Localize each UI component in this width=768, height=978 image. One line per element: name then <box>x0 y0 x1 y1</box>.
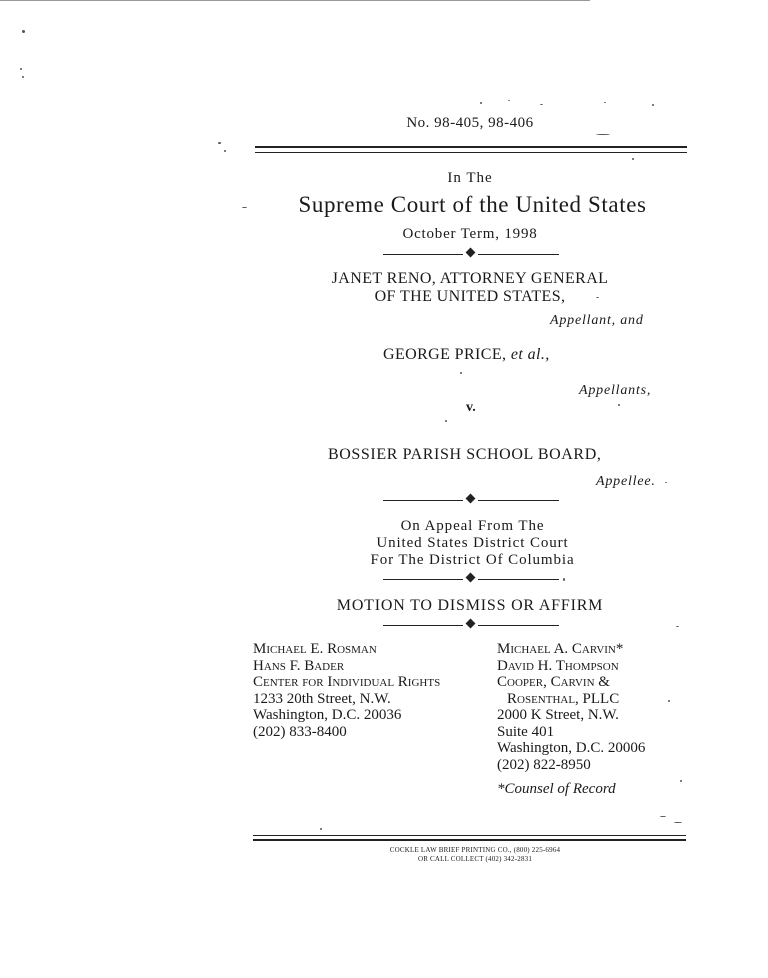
divider-2 <box>383 494 559 508</box>
diamond-ornament <box>466 573 476 583</box>
counsel-right-name2: David H. Thompson <box>497 657 619 674</box>
scan-speck <box>680 780 682 782</box>
scan-speck <box>674 822 682 823</box>
counsel-right-firm2: Rosenthal, PLLC <box>507 690 620 707</box>
counsel-right-firm1: Cooper, Carvin & <box>497 674 610 690</box>
diamond-ornament <box>466 494 476 504</box>
scan-speck <box>632 158 634 160</box>
diamond-ornament <box>466 248 476 258</box>
counsel-left-phone: (202) 833-8400 <box>253 723 347 740</box>
scan-speck <box>652 104 654 106</box>
scan-edge-line <box>0 0 590 1</box>
versus-label: v. <box>466 400 476 415</box>
appellant-price <box>383 346 550 364</box>
court-term: October Term, 1998 <box>402 226 538 242</box>
appellant-price-role: Appellants, <box>579 383 652 398</box>
divider-1 <box>383 248 559 262</box>
diamond-ornament <box>466 619 476 629</box>
counsel-left-name2: Hans F. Bader <box>253 657 345 674</box>
printer-credit-line1: COCKLE LAW BRIEF PRINTING CO., (800) 225-6964 <box>389 846 561 854</box>
appellee-role: Appellee. <box>596 474 656 489</box>
appeal-line1: On Appeal From The <box>400 518 545 534</box>
scan-speck <box>660 816 666 817</box>
appellant-reno-line2: OF THE UNITED STATES, <box>374 288 566 305</box>
scan-speck <box>508 100 510 101</box>
appellant-price-name: GEORGE PRICE, <box>383 346 507 363</box>
appeal-line2: United States District Court <box>376 535 569 551</box>
appellant-reno-line1: JANET RENO, ATTORNEY GENERAL <box>331 270 609 287</box>
scan-speck <box>224 150 226 152</box>
scan-speck <box>665 482 667 483</box>
counsel-left-city: Washington, D.C. 20036 <box>253 707 402 723</box>
motion-title: MOTION TO DISMISS OR AFFIRM <box>336 597 604 614</box>
counsel-right-city: Washington, D.C. 20006 <box>497 740 646 756</box>
in-the-label: In The <box>447 170 493 186</box>
counsel-right-phone: (202) 822-8950 <box>497 756 591 773</box>
scan-speck <box>320 828 322 830</box>
counsel-left-street: 1233 20th Street, N.W. <box>253 690 391 707</box>
header-rule-top <box>255 146 687 148</box>
counsel-right-street: 2000 K Street, N.W. <box>497 707 619 723</box>
scan-speck <box>22 30 25 33</box>
appeal-line3: For The District Of Columbia <box>370 552 575 568</box>
counsel-left-name1: Michael E. Rosman <box>253 641 377 657</box>
scan-speck <box>604 102 606 103</box>
scan-speck <box>596 134 610 135</box>
counsel-right-suite: Suite 401 <box>497 723 555 740</box>
appellant-price-etal: et al., <box>510 346 550 363</box>
scan-speck <box>668 700 670 702</box>
header-rule-bottom <box>255 152 687 153</box>
divider-3 <box>383 573 559 587</box>
footer-rule-bottom <box>253 839 686 841</box>
scan-speck <box>618 404 620 406</box>
docket-number: No. 98-405, 98-406 <box>406 115 534 131</box>
counsel-right <box>497 641 645 798</box>
appellant-reno-role: Appellant, and <box>550 313 644 328</box>
counsel-right-name1: Michael A. Carvin* <box>497 641 624 657</box>
scan-speck <box>242 207 247 208</box>
scan-speck <box>540 104 543 105</box>
scan-speck <box>480 102 482 104</box>
counsel-left-org: Center for Individual Rights <box>253 674 441 690</box>
scan-speck <box>20 68 22 70</box>
printer-credit-line2: OR CALL COLLECT (402) 342-2831 <box>417 855 533 863</box>
counsel-left <box>253 641 440 740</box>
scan-speck <box>218 142 221 144</box>
scan-speck <box>22 76 24 78</box>
footer-rule-top <box>253 835 686 836</box>
scan-speck <box>460 372 462 374</box>
court-name: Supreme Court of the United States <box>298 192 647 217</box>
appellee-name: BOSSIER PARISH SCHOOL BOARD, <box>328 446 602 463</box>
scan-speck <box>676 626 679 627</box>
divider-4 <box>383 619 559 633</box>
counsel-of-record-note: *Counsel of Record <box>497 781 616 797</box>
scan-speck <box>596 297 599 298</box>
scan-speck <box>563 578 565 581</box>
scan-speck <box>445 420 447 422</box>
